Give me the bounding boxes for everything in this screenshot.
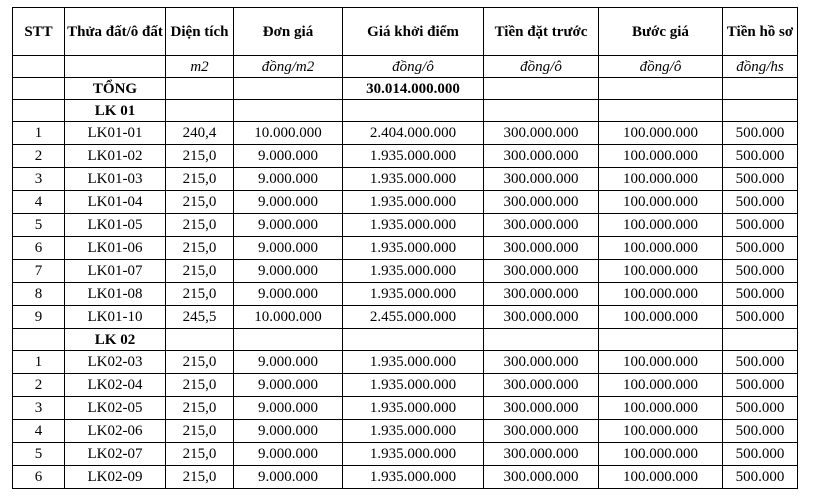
starting-price-cell: 1.935.000.000 (343, 191, 484, 214)
unit-price-cell: 9.000.000 (234, 397, 343, 420)
stt-cell: 1 (13, 122, 65, 145)
stt-cell: 4 (13, 420, 65, 443)
deposit-cell: 300.000.000 (484, 237, 599, 260)
deposit-cell: 300.000.000 (484, 191, 599, 214)
table-row (13, 397, 798, 420)
parcel-cell: LK01-06 (65, 237, 166, 260)
table-row (13, 466, 798, 489)
unit-cell: đồng/hs (723, 56, 798, 78)
file-fee-cell: 500.000 (723, 374, 798, 397)
file-fee-cell: 500.000 (723, 122, 798, 145)
stt-cell: 8 (13, 283, 65, 306)
price-step-cell: 100.000.000 (599, 351, 723, 374)
price-step-cell: 100.000.000 (599, 191, 723, 214)
unit-price-cell: 9.000.000 (234, 374, 343, 397)
unit-cell: đồng/ô (484, 56, 599, 78)
file-fee-cell: 500.000 (723, 306, 798, 329)
starting-price-cell: 1.935.000.000 (343, 237, 484, 260)
parcel-cell: LK01-01 (65, 122, 166, 145)
parcel-cell: LK02-04 (65, 374, 166, 397)
stt-cell: 6 (13, 237, 65, 260)
price-step-cell: 100.000.000 (599, 145, 723, 168)
price-step-cell: 100.000.000 (599, 466, 723, 489)
area-cell: 215,0 (166, 191, 234, 214)
unit-price-cell: 9.000.000 (234, 168, 343, 191)
stt-cell: 6 (13, 466, 65, 489)
empty-cell (234, 329, 343, 351)
price-step-cell: 100.000.000 (599, 122, 723, 145)
file-fee-cell: 500.000 (723, 443, 798, 466)
area-cell: 215,0 (166, 214, 234, 237)
empty-cell (13, 100, 65, 122)
table-row (13, 214, 798, 237)
unit-price-cell: 9.000.000 (234, 214, 343, 237)
empty-cell (13, 78, 65, 100)
empty-cell (484, 78, 599, 100)
header-starting-price: Giá khởi điểm (343, 8, 484, 56)
unit-price-cell: 9.000.000 (234, 191, 343, 214)
deposit-cell: 300.000.000 (484, 122, 599, 145)
file-fee-cell: 500.000 (723, 466, 798, 489)
deposit-cell: 300.000.000 (484, 306, 599, 329)
area-cell: 215,0 (166, 443, 234, 466)
deposit-cell: 300.000.000 (484, 443, 599, 466)
starting-price-cell: 1.935.000.000 (343, 260, 484, 283)
deposit-cell: 300.000.000 (484, 260, 599, 283)
deposit-cell: 300.000.000 (484, 420, 599, 443)
parcel-cell: LK01-07 (65, 260, 166, 283)
unit-price-cell: 9.000.000 (234, 443, 343, 466)
parcel-cell: LK01-02 (65, 145, 166, 168)
area-cell: 245,5 (166, 306, 234, 329)
group-label: LK 02 (65, 329, 166, 351)
price-step-cell: 100.000.000 (599, 397, 723, 420)
unit-price-cell: 9.000.000 (234, 260, 343, 283)
starting-price-cell: 1.935.000.000 (343, 283, 484, 306)
parcel-cell: LK02-09 (65, 466, 166, 489)
starting-price-cell: 1.935.000.000 (343, 443, 484, 466)
parcel-cell: LK01-10 (65, 306, 166, 329)
group-row (13, 100, 798, 122)
unit-price-cell: 10.000.000 (234, 122, 343, 145)
table-row (13, 122, 798, 145)
unit-cell: đồng/ô (343, 56, 484, 78)
file-fee-cell: 500.000 (723, 237, 798, 260)
header-parcel: Thửa đất/ô đất (65, 8, 166, 56)
price-step-cell: 100.000.000 (599, 306, 723, 329)
stt-cell: 7 (13, 260, 65, 283)
deposit-cell: 300.000.000 (484, 466, 599, 489)
empty-cell (343, 100, 484, 122)
total-value: 30.014.000.000 (343, 78, 484, 100)
starting-price-cell: 1.935.000.000 (343, 466, 484, 489)
empty-cell (484, 329, 599, 351)
unit-price-cell: 9.000.000 (234, 420, 343, 443)
unit-row (13, 56, 798, 78)
unit-price-cell: 9.000.000 (234, 466, 343, 489)
stt-cell: 4 (13, 191, 65, 214)
deposit-cell: 300.000.000 (484, 168, 599, 191)
group-row (13, 329, 798, 351)
starting-price-cell: 2.404.000.000 (343, 122, 484, 145)
header-stt: STT (13, 8, 65, 56)
table-row (13, 260, 798, 283)
header-row (13, 8, 798, 56)
unit-cell: đồng/ô (599, 56, 723, 78)
stt-cell: 1 (13, 351, 65, 374)
deposit-cell: 300.000.000 (484, 374, 599, 397)
empty-cell (723, 78, 798, 100)
file-fee-cell: 500.000 (723, 397, 798, 420)
starting-price-cell: 1.935.000.000 (343, 214, 484, 237)
header-deposit: Tiền đặt trước (484, 8, 599, 56)
stt-cell: 2 (13, 145, 65, 168)
empty-cell (166, 100, 234, 122)
empty-cell (166, 78, 234, 100)
unit-cell (13, 56, 65, 78)
file-fee-cell: 500.000 (723, 145, 798, 168)
file-fee-cell: 500.000 (723, 214, 798, 237)
parcel-cell: LK01-04 (65, 191, 166, 214)
starting-price-cell: 1.935.000.000 (343, 145, 484, 168)
starting-price-cell: 1.935.000.000 (343, 168, 484, 191)
table-row (13, 237, 798, 260)
empty-cell (723, 100, 798, 122)
table-row (13, 191, 798, 214)
price-step-cell: 100.000.000 (599, 260, 723, 283)
stt-cell: 5 (13, 443, 65, 466)
unit-price-cell: 9.000.000 (234, 283, 343, 306)
auction-price-table (12, 7, 798, 489)
price-step-cell: 100.000.000 (599, 214, 723, 237)
file-fee-cell: 500.000 (723, 420, 798, 443)
header-area: Diện tích (166, 8, 234, 56)
file-fee-cell: 500.000 (723, 260, 798, 283)
parcel-cell: LK01-08 (65, 283, 166, 306)
table-row (13, 351, 798, 374)
table-row (13, 420, 798, 443)
area-cell: 215,0 (166, 168, 234, 191)
deposit-cell: 300.000.000 (484, 397, 599, 420)
area-cell: 215,0 (166, 420, 234, 443)
unit-cell: m2 (166, 56, 234, 78)
unit-price-cell: 9.000.000 (234, 351, 343, 374)
parcel-cell: LK02-07 (65, 443, 166, 466)
group-label: LK 01 (65, 100, 166, 122)
deposit-cell: 300.000.000 (484, 145, 599, 168)
file-fee-cell: 500.000 (723, 351, 798, 374)
empty-cell (234, 78, 343, 100)
area-cell: 215,0 (166, 397, 234, 420)
total-row (13, 78, 798, 100)
stt-cell: 2 (13, 374, 65, 397)
table-row (13, 145, 798, 168)
stt-cell: 5 (13, 214, 65, 237)
table-row (13, 374, 798, 397)
area-cell: 215,0 (166, 260, 234, 283)
area-cell: 215,0 (166, 466, 234, 489)
unit-cell: đồng/m2 (234, 56, 343, 78)
parcel-cell: LK01-05 (65, 214, 166, 237)
file-fee-cell: 500.000 (723, 168, 798, 191)
area-cell: 215,0 (166, 237, 234, 260)
starting-price-cell: 1.935.000.000 (343, 420, 484, 443)
price-step-cell: 100.000.000 (599, 283, 723, 306)
empty-cell (484, 100, 599, 122)
header-unit-price: Đơn giá (234, 8, 343, 56)
empty-cell (166, 329, 234, 351)
table-row (13, 283, 798, 306)
file-fee-cell: 500.000 (723, 191, 798, 214)
area-cell: 215,0 (166, 145, 234, 168)
empty-cell (234, 100, 343, 122)
unit-price-cell: 9.000.000 (234, 145, 343, 168)
unit-price-cell: 9.000.000 (234, 237, 343, 260)
empty-cell (343, 329, 484, 351)
area-cell: 215,0 (166, 283, 234, 306)
parcel-cell: LK02-03 (65, 351, 166, 374)
empty-cell (599, 78, 723, 100)
starting-price-cell: 2.455.000.000 (343, 306, 484, 329)
stt-cell: 3 (13, 168, 65, 191)
area-cell: 215,0 (166, 351, 234, 374)
price-step-cell: 100.000.000 (599, 420, 723, 443)
stt-cell: 9 (13, 306, 65, 329)
price-step-cell: 100.000.000 (599, 237, 723, 260)
starting-price-cell: 1.935.000.000 (343, 374, 484, 397)
parcel-cell: LK01-03 (65, 168, 166, 191)
empty-cell (599, 329, 723, 351)
table-row (13, 443, 798, 466)
price-step-cell: 100.000.000 (599, 443, 723, 466)
price-step-cell: 100.000.000 (599, 168, 723, 191)
price-step-cell: 100.000.000 (599, 374, 723, 397)
starting-price-cell: 1.935.000.000 (343, 351, 484, 374)
stt-cell: 3 (13, 397, 65, 420)
table-row (13, 168, 798, 191)
unit-cell (65, 56, 166, 78)
header-file-fee: Tiền hồ sơ (723, 8, 798, 56)
total-label: TỔNG (65, 78, 166, 100)
table-row (13, 306, 798, 329)
file-fee-cell: 500.000 (723, 283, 798, 306)
parcel-cell: LK02-06 (65, 420, 166, 443)
empty-cell (723, 329, 798, 351)
empty-cell (13, 329, 65, 351)
deposit-cell: 300.000.000 (484, 351, 599, 374)
area-cell: 215,0 (166, 374, 234, 397)
area-cell: 240,4 (166, 122, 234, 145)
header-price-step: Bước giá (599, 8, 723, 56)
parcel-cell: LK02-05 (65, 397, 166, 420)
unit-price-cell: 10.000.000 (234, 306, 343, 329)
empty-cell (599, 100, 723, 122)
deposit-cell: 300.000.000 (484, 283, 599, 306)
deposit-cell: 300.000.000 (484, 214, 599, 237)
starting-price-cell: 1.935.000.000 (343, 397, 484, 420)
